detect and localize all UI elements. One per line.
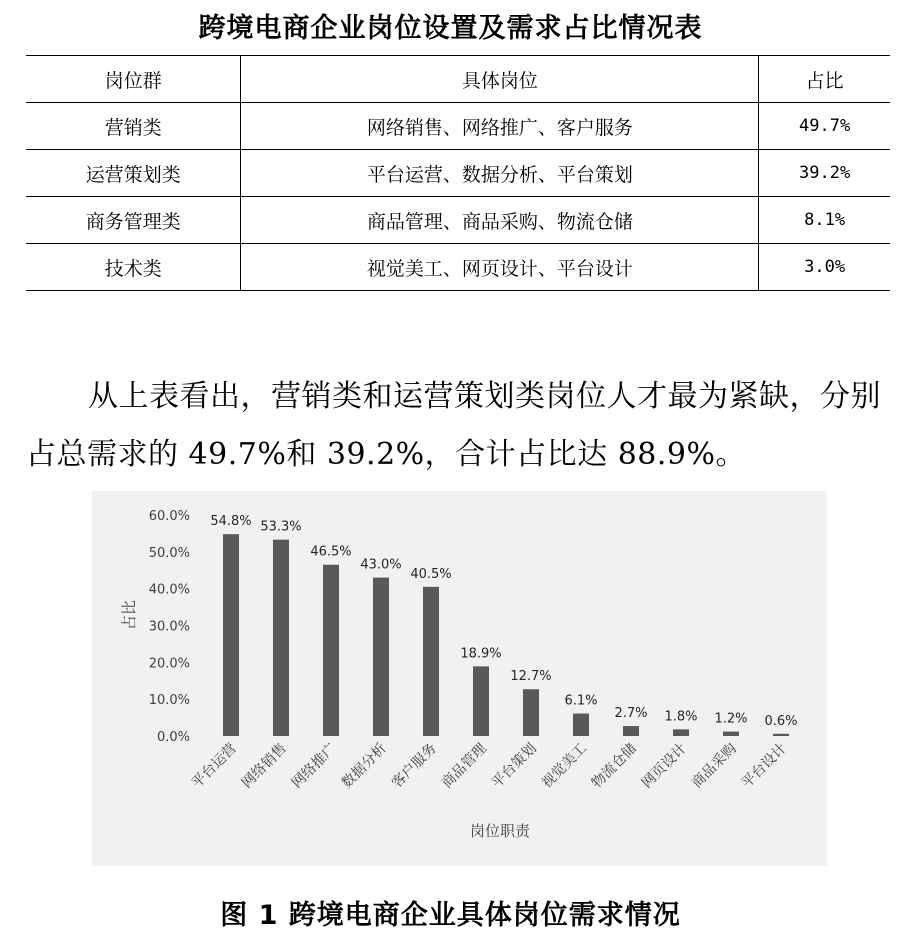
bar [673, 729, 689, 736]
x-tick-label: 平台运营 [188, 740, 240, 792]
y-tick-label: 10.0% [148, 693, 190, 709]
cell-share: 39.2% [759, 150, 890, 197]
body-paragraph: 从上表看出，营销类和运营策划类岗位人才最为紧缺，分别占总需求的 49.7%和 39.2%，合计占比达 88.9%。 [26, 379, 881, 472]
x-tick-label: 商品采购 [688, 740, 740, 792]
y-tick-label: 0.0% [156, 730, 190, 745]
bar [273, 540, 289, 736]
data-label: 54.8% [210, 514, 252, 530]
data-label: 53.3% [260, 519, 302, 535]
cell-job-group: 技术类 [26, 244, 241, 291]
cell-share: 8.1% [759, 197, 890, 244]
x-tick-label: 物流仓储 [588, 740, 640, 792]
cell-job-group: 运营策划类 [26, 150, 241, 197]
data-label: 46.5% [310, 544, 352, 560]
cell-specific-jobs: 网络销售、网络推广、客户服务 [241, 103, 759, 150]
x-tick-label: 客户服务 [388, 740, 440, 792]
data-label: 0.6% [764, 713, 798, 729]
x-tick-label: 平台策划 [488, 740, 540, 792]
bar [223, 534, 239, 736]
y-tick-label: 40.0% [148, 582, 190, 598]
y-tick-label: 50.0% [148, 545, 190, 561]
y-tick-label: 60.0% [148, 509, 190, 524]
table-title: 跨境电商企业岗位设置及需求占比情况表 [198, 13, 703, 44]
table-row [26, 103, 890, 150]
table-header-row [26, 56, 890, 103]
header-share: 占比 [759, 56, 890, 103]
x-tick-label: 网络销售 [238, 740, 290, 792]
cell-share: 49.7% [759, 103, 890, 150]
data-label: 6.1% [564, 693, 598, 709]
cell-job-group: 商务管理类 [26, 197, 241, 244]
data-label: 2.7% [614, 706, 648, 722]
job-demand-table [26, 55, 890, 291]
data-label: 12.7% [510, 669, 552, 685]
data-label: 43.0% [360, 557, 402, 573]
x-tick-label: 平台设计 [738, 740, 790, 792]
x-axis-title: 岗位职责 [469, 822, 531, 840]
cell-share: 3.0% [759, 244, 890, 291]
data-label: 40.5% [410, 566, 452, 582]
data-label: 1.8% [664, 709, 698, 725]
bar [323, 565, 339, 736]
y-tick-label: 20.0% [148, 656, 190, 672]
data-label: 18.9% [460, 646, 502, 662]
bar [623, 726, 639, 736]
x-tick-label: 网络推广 [288, 740, 340, 792]
bar [373, 578, 389, 736]
header-specific-jobs: 具体岗位 [241, 56, 759, 103]
data-label: 1.2% [714, 711, 748, 727]
job-demand-chart [92, 491, 827, 866]
x-tick-label: 视觉美工 [538, 740, 590, 792]
bar [523, 689, 539, 736]
table-row [26, 244, 890, 291]
x-tick-label: 数据分析 [338, 740, 390, 792]
y-axis-title: 占比 [120, 599, 138, 631]
bar [423, 587, 439, 736]
y-tick-label: 30.0% [148, 619, 190, 635]
header-job-group: 岗位群 [26, 56, 241, 103]
bar [723, 732, 739, 736]
x-tick-label: 商品管理 [438, 740, 490, 792]
bar-chart-svg [92, 491, 827, 866]
bar [473, 666, 489, 736]
cell-job-group: 营销类 [26, 103, 241, 150]
bar [773, 734, 789, 736]
x-tick-label: 网页设计 [638, 740, 690, 792]
cell-specific-jobs: 视觉美工、网页设计、平台设计 [241, 244, 759, 291]
table-row [26, 197, 890, 244]
table-row [26, 150, 890, 197]
cell-specific-jobs: 商品管理、商品采购、物流仓储 [241, 197, 759, 244]
bar [573, 714, 589, 736]
cell-specific-jobs: 平台运营、数据分析、平台策划 [241, 150, 759, 197]
figure-caption: 图 1 跨境电商企业具体岗位需求情况 [220, 900, 681, 931]
